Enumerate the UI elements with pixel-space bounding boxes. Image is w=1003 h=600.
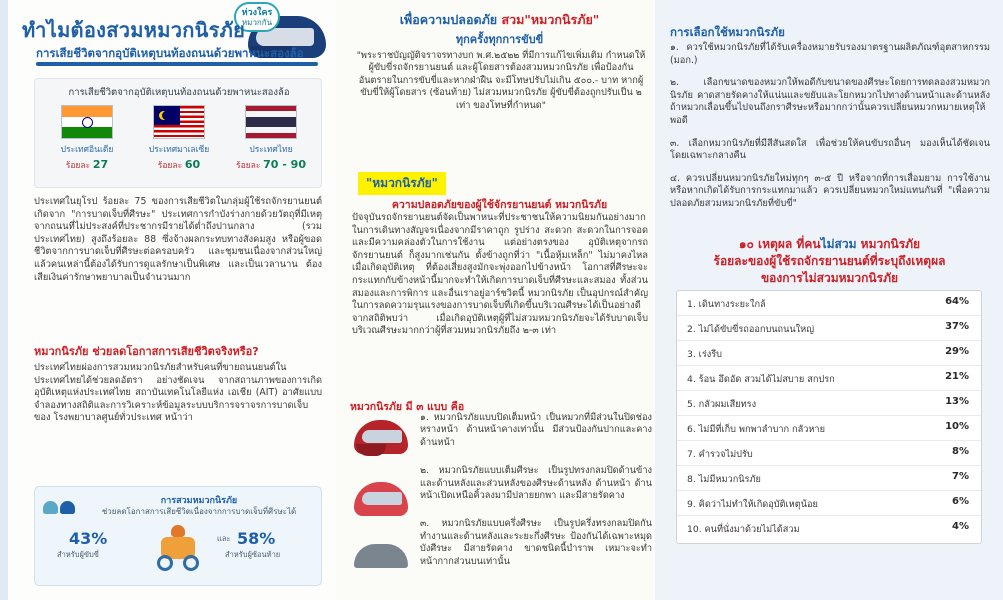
reasons-table: [676, 290, 982, 544]
choosing-item-4: ๔. ควรเปลี่ยนหมวกนิรภัยใหม่ทุกๆ ๓-๕ ปี หรือจากที่การเสื่อมยาม การใช้งานหรือหากเกิดได้รับการกระแทกมาแล้ว ควรเปลี่ยนหมวกใหม่แทนกันที่ "เพื่อความปลอดภัยสวมหมวกนิรภัยที่ขับขี่": [670, 172, 990, 209]
table-row: [677, 491, 981, 516]
reasons-heading-a: ๑๐ เหตุผล ที่คน: [738, 237, 821, 251]
benefit-title: การสวมหมวกนิรภัย: [160, 496, 238, 506]
malaysia-flag: [153, 105, 205, 139]
reason-label-6: 6. ไม่มีที่เก็บ พกพาลำบาก กลัวหาย: [687, 424, 825, 435]
pct-value-malaysia: 60: [184, 158, 201, 171]
reason-label-1: 1. เดินทางระยะใกล้: [687, 299, 766, 310]
country-cell-india: [41, 105, 133, 172]
table-row: [677, 516, 981, 541]
law-quote: "พระราชบัญญัติจราจรทางบก พ.ศ.๒๕๒๒ ที่มีการแก้ไขเพิ่มเติม กำหนดให้ผู้ขับขี่รถจักรยานยนต์ และผู้โดยสารต้องสวมหมวกนิรภัย เพื่อป้องกันอันตรายในการขับขี่และหากฝ่าฝืน จะมีโทษปรับไม่เกิน ๕๐๐.- บาท หากผู้ขับขี่ให้ผู้โดยสาร (ซ้อนท้าย) ไม่สวมหมวกนิรภัย ผู้ขับขี่ต้องถูกปรับเป็น ๒ เท่า ของโทษที่กำหนด": [356, 50, 646, 111]
open-face-helmet-icon: [350, 478, 412, 526]
left-column: [8, 0, 338, 600]
helmet-types-heading: หมวกนิรภัย มี ๓ แบบ คือ: [350, 401, 465, 413]
country-cell-malaysia: [133, 105, 225, 172]
left-red-heading: หมวกนิรภัย ช่วยลดโอกาสการเสียชีวิตจริงหรือ?: [34, 345, 259, 358]
table-row: [677, 416, 981, 441]
pct-label-malaysia: ร้อยละ: [157, 161, 183, 171]
reason-label-4: 4. ร้อน อึดอัด สวมได้ไม่สบาย สกปรก: [687, 374, 835, 385]
table-row: [677, 391, 981, 416]
middle-heading-3: ความปลอดภัยของผู้ใช้จักรยานยนต์ หมวกนิรภัย: [391, 199, 608, 211]
pct-value-india: 27: [92, 158, 109, 171]
reason-label-2: 2. ไม่ได้ขับขี่รถออกบนถนนใหญ่: [687, 324, 815, 335]
reason-label-10: 10. คนที่นั่งมาด้วยไม่ได้สวม: [687, 524, 800, 535]
country-name-india: ประเทศอินเดีย: [60, 145, 114, 155]
helmet-type-2: ๒. หมวกนิรภัยแบบเต็มศีรษะ เป็นรูปทรงกลมปิดด้านข้างและด้านหลังและส่วนหลังของศีรษะด้านหลัง ด้านหน้า ด้านหน้าเปิดเหนือคิ้วลงมามีปลายยกพา และมีสายรัดคาง: [420, 465, 652, 502]
left-edge-band: [0, 0, 8, 600]
middle-heading-1: [342, 10, 657, 30]
reason-value-9: 6%: [952, 496, 969, 507]
country-stat-card: [34, 78, 322, 188]
campaign-badge-line2: หมวกกัน: [241, 18, 273, 27]
half-helmet-icon: [350, 540, 412, 588]
table-row: [677, 291, 981, 316]
india-flag: [61, 105, 113, 139]
table-row: [677, 466, 981, 491]
reasons-heading-b: ไม่สวม: [820, 237, 857, 251]
reason-value-10: 4%: [952, 521, 969, 532]
choosing-item-2: ๒. เลือกขนาดของหมวกให้พอดีกับขนาดของศีรษะโดยการทดลองสวมหมวกนิรภัย คาดสายรัดคางให้แน่นและขยับและโยกหมวกไปทางด้านหน้าและด้านหลัง ถ้าหมวกเลื่อนขึ้นไปจนถึงกราศีรษะหรือมากกว่านั้นควรเปลี่ยนหมวกหมายเหตุให้พอดี: [670, 77, 990, 126]
pct-label-thailand: ร้อยละ: [236, 161, 261, 171]
thailand-flag: [245, 105, 297, 139]
middle-column: [342, 0, 657, 600]
choosing-item-1: ๑. ควรใช้หมวกนิรภัยที่ได้รับเครื่องหมายรับรองมาตรฐานผลิตภัณฑ์อุตสาหกรรม (มอก.): [670, 42, 990, 66]
middle-heading-1a: เพื่อความปลอดภัย: [399, 12, 502, 27]
two-helmets-icon: [43, 495, 77, 521]
reason-value-7: 8%: [952, 446, 969, 457]
country-flag-row: [41, 105, 317, 172]
benefit-stat-rider-label: สำหรับผู้ขับขี่: [57, 550, 99, 559]
choosing-item-3: ๓. เลือกหมวกนิรภัยที่มีสีสันสดใส เพื่อช่วยให้คนขับรถอื่นๆ มองเห็นได้ชัดเจน โดยเฉพาะกลางคืน: [670, 137, 990, 162]
full-face-helmet-icon: [350, 416, 412, 464]
reason-value-5: 13%: [945, 396, 969, 407]
reason-value-3: 29%: [945, 346, 969, 357]
reason-value-1: 64%: [945, 296, 969, 307]
benefit-stat-rider: 43%: [69, 529, 108, 548]
reason-label-3: 3. เร่งรีบ: [687, 349, 723, 360]
reason-label-8: 8. ไม่มีหมวกนิรภัย: [687, 474, 761, 485]
highlight-helmet-label: "หมวกนิรภัย": [358, 172, 446, 195]
reasons-heading-line2: ร้อยละของผู้ใช้รถจักรยานยนต์ที่ระบุถึงเหตุผล: [713, 254, 946, 268]
page-title: ทำไมต้องสวมหมวกนิรภัย: [22, 18, 246, 42]
pct-value-thailand: 70 - 90: [263, 158, 306, 171]
choosing-helmet-heading: การเลือกใช้หมวกนิรภัย: [670, 25, 785, 39]
reason-label-9: 9. คิดว่าไม่ทำให้เกิดอุบัติเหตุน้อย: [687, 499, 818, 510]
motorcycle-rider-icon: [153, 525, 205, 571]
country-pct-thailand: [225, 158, 317, 172]
right-column: [662, 0, 997, 600]
benefit-subtitle: ช่วยลดโอกาสการเสียชีวิตเนื่องจากการบาดเจ็บที่ศีรษะได้: [101, 507, 297, 516]
reason-value-8: 7%: [952, 471, 969, 482]
table-row: [677, 316, 981, 341]
country-pct-india: [41, 158, 133, 172]
reasons-heading: [662, 236, 997, 287]
table-row: [677, 366, 981, 391]
middle-heading-2: ทุกครั้งทุกการขับขี่: [455, 33, 544, 46]
helmet-types-list: [420, 412, 652, 584]
table-row: [677, 341, 981, 366]
country-pct-malaysia: [133, 158, 225, 172]
reasons-heading-line3: ของการไม่สวมหมวกนิรภัย: [760, 271, 899, 285]
country-cell-thailand: [225, 105, 317, 172]
page-subtitle: การเสียชีวิตจากอุบัติเหตุบนท้องถนนด้วยพาหนะสองล้อ: [36, 46, 304, 60]
reasons-heading-c: หมวกนิรภัย: [856, 237, 921, 251]
benefit-stat-passenger-label: สำหรับผู้ซ้อนท้าย: [225, 550, 281, 559]
pct-label-india: ร้อยละ: [65, 161, 91, 171]
benefit-and-label: และ: [217, 534, 231, 543]
reason-value-6: 10%: [945, 421, 969, 432]
campaign-badge-line1: ห่วงใคร: [241, 8, 273, 18]
country-name-malaysia: ประเทศมาเลเซีย: [148, 145, 210, 155]
left-paragraph-2: ประเทศไทยผ่องการสวมหมวกนิรภัยสำหรับคนที่ขายถนนยนต์ในประเทศไทยได้ช่วยลดอัตรา อย่างชัดเจน จากสถานภาพของการเกิดอุบัติเหตุแห่งประเทศไทย สถาบันเทคโนโลยีแห่ง เอเชีย (AIT) อาศัยแบบจำลองทางสถิติและการวิเคราะห์ข้อมูลระบบบริการจราจรการบาดเจ็บของ โรงพยาบาลศูนย์ทั่วประเทศ หน้าว่า: [34, 362, 322, 424]
middle-paragraph: ปัจจุบันรถจักรยานยนต์จัดเป็นพาหนะที่ประชาชนให้ความนิยมกันอย่างมากในการเดินทางสัญจรเนื่องจากมีราคาถูก รูปร่าง สะดวก สะดวกในการจอด และมีความคล่องตัวในการใช้งาน แต่อย่างตรงของ อุบัติเหตุจากรถจักรยานยนต์ ก็สูงมากเช่นกัน ตั้งข้างถูกที่ว่า "เนื้อหุ้มเหล็ก" ไม่มาคงไหล เมื่อเกิดอุบัติเหตุ ที่ต้องเสี่ยงสูงมักจะพุ่งออกไปข้างหน้า โอกาสที่ศีรษะจะกระแทกกับข้างหน้านี้มากจะทำให้เกิดการบาดเจ็บที่ศีรษะและสมอง ทั้งส่วนสมองและการพิการ และอื่นเราอยู่อาร์ชวิตนี้ หมวกนิรภัย เป็นอุปกรณ์สำคัญในการลดความรุนแรงของการบาดเจ็บที่เกิดขึ้นบริเวณศีรษะได้เป็นอย่างดี จากสถิติพบว่า เมื่อเกิดอุบัติเหตุผู้ที่ไม่สวมหมวกนิรภัยจะได้รับบาดเจ็บบริเวณศีรษะมากกว่าผู้ที่สวมหมวกนิรภัยถึง ๒-๓ เท่า: [352, 212, 648, 337]
benefit-stat-passenger: 58%: [237, 529, 276, 548]
middle-heading-1b: สวม"หมวกนิรภัย": [501, 12, 600, 27]
country-stat-title: การเสียชีวิตจากอุบัติเหตุบนท้องถนนด้วยพาหนะสองล้อ: [68, 87, 290, 98]
helmet-type-3: ๓. หมวกนิรภัยแบบครึ่งศีรษะ เป็นรูปครึ่งทรงกลมปิดกันทำงานและด้านหลังและระยะกึ่งศีรษะ ป้องกันได้เฉพาะหมุดบังศีรษะ มีสายรัดคาง ขาดชนิดนี้บำราพ เหมาะจะทำหน้ากากส่วนบนเท่านั้น: [420, 518, 652, 567]
country-name-thailand: ประเทศไทย: [249, 145, 293, 155]
reason-value-2: 37%: [945, 321, 969, 332]
choosing-helmet-list: [670, 42, 990, 221]
reason-label-7: 7. คำรวจไม่ปรับ: [687, 449, 753, 460]
left-paragraph-1: ประเทศในยุโรป ร้อยละ 75 ของการเสียชีวิตในกลุ่มผู้ใช้รถจักรยานยนต์เกิดจาก "การบาดเจ็บที่ศีรษะ" ประเทศการกำบังร่างกายด้วยวัตถุที่มีเหตุจากถนนที่ไม่ประสงค์ที่ประชากรมีรายได้ต่ำถึงปานกลาง (รวมประเทศไทย) สูงถึงร้อยละ 88 ซึ่งจ้างผลกระทบทางสังคมสูง หรือผู้ขอดชีวิตจากการบาดเจ็บที่ศีรษะต่อครอบครัว และชุมชนเนื่องจากส่วนใหญ่แล้วคนเหล่านี้ต้องได้รับการดูแลรักษาเป็นพิเศษ และเป็นเวลานาน ต้องเสียเงินค่ารักษาพยาบาลเป็นจำนวนมาก: [34, 196, 322, 283]
reason-value-4: 21%: [945, 371, 969, 382]
helmet-type-1: ๑. หมวกนิรภัยแบบปิดเต็มหน้า เป็นหมวกที่มีส่วนในปิดช่องหรางหน้า ด้านหน้าคางเท่านั้น มีส่วนป้องกันปากและคางด้านหน้า: [420, 412, 652, 448]
reason-label-5: 5. กลัวผมเสียทรง: [687, 399, 757, 410]
title-underline: [36, 62, 318, 66]
helmet-benefit-box: [34, 486, 322, 586]
table-row: [677, 441, 981, 466]
